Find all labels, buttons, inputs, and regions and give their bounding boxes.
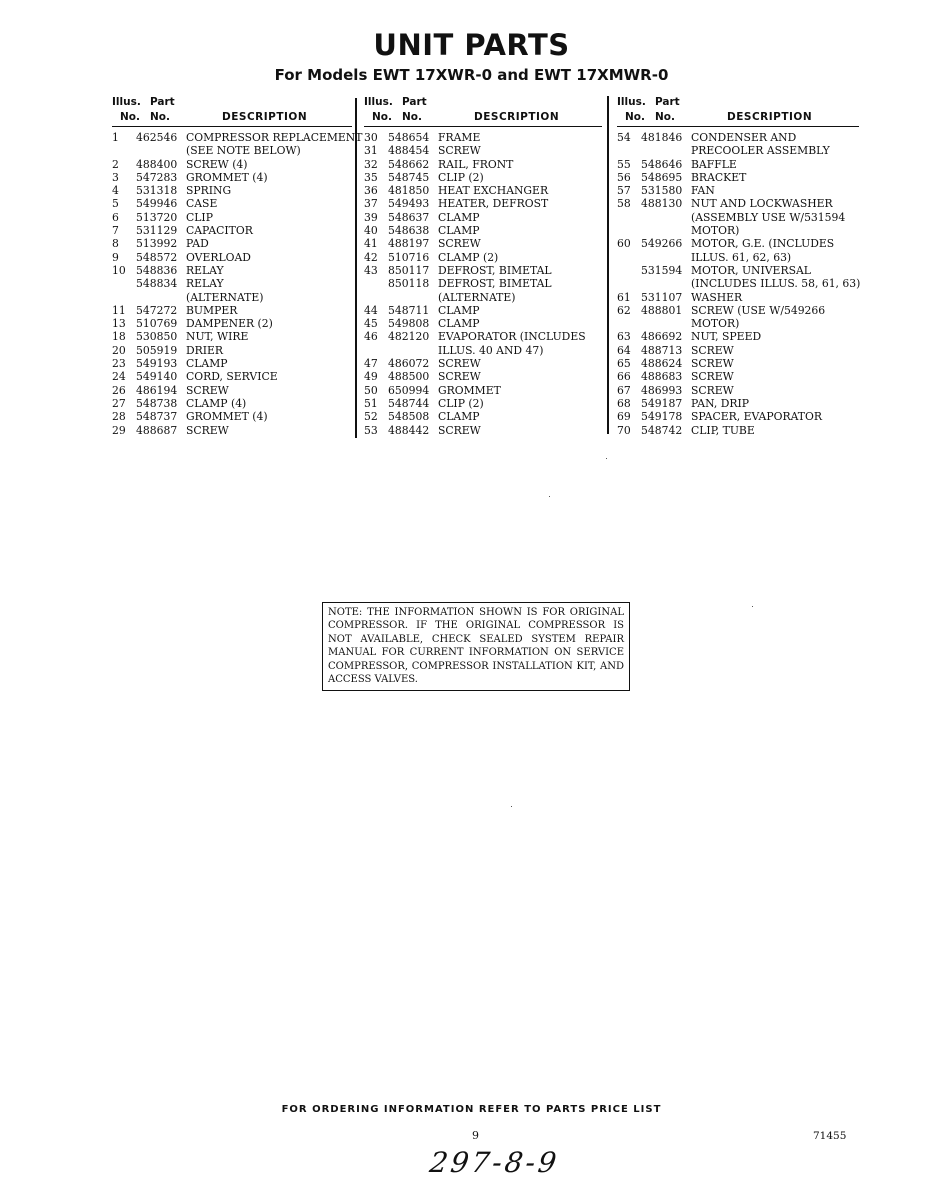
illus-number: 51	[364, 396, 378, 410]
part-description: MOTOR)	[691, 317, 740, 331]
illus-number: 18	[112, 330, 126, 344]
part-number: 488400	[136, 157, 178, 171]
scan-speck	[549, 496, 550, 497]
table-row	[617, 237, 859, 250]
part-number: 486072	[388, 357, 430, 371]
illus-number: 27	[112, 396, 126, 410]
part-no-header: No.	[655, 111, 675, 123]
illus-number: 20	[112, 343, 126, 357]
part-description: CLAMP	[438, 210, 480, 224]
table-row	[617, 144, 859, 157]
part-number: 488454	[388, 144, 430, 158]
part-description: SCREW	[186, 383, 229, 397]
part-number: 531129	[136, 224, 178, 238]
illus-number: 24	[112, 370, 126, 384]
part-number: 650994	[388, 383, 430, 397]
part-number: 488683	[641, 370, 683, 384]
part-number: 488801	[641, 303, 683, 317]
table-row	[364, 277, 602, 290]
models-subtitle: For Models EWT 17XWR-0 and EWT 17XMWR-0	[274, 66, 669, 84]
part-description: SCREW	[691, 370, 734, 384]
part-description: SCREW	[186, 423, 229, 437]
document-code: 71455	[813, 1130, 847, 1142]
illus-number: 23	[112, 357, 126, 371]
part-description: NUT AND LOCKWASHER	[691, 197, 833, 211]
table-row	[617, 211, 859, 224]
scan-speck	[752, 606, 753, 607]
part-description: GROMMET	[438, 383, 501, 397]
column-divider	[607, 96, 609, 434]
illus-number: 29	[112, 423, 126, 437]
part-description: NUT, WIRE	[186, 330, 249, 344]
table-row	[112, 211, 352, 224]
part-header: Part	[402, 96, 427, 108]
part-number: 549187	[641, 396, 683, 410]
part-number: 549808	[388, 317, 430, 331]
illus-number: 62	[617, 303, 631, 317]
part-description: CLIP (2)	[438, 396, 484, 410]
part-number: 549493	[388, 197, 430, 211]
table-row	[617, 424, 859, 437]
part-description: (ALTERNATE)	[186, 290, 264, 304]
table-row	[112, 304, 352, 317]
illus-number: 1	[112, 131, 119, 144]
table-row	[364, 357, 602, 370]
part-number: 482120	[388, 330, 430, 344]
table-row	[617, 171, 859, 184]
table-row	[617, 277, 859, 290]
part-no-header: No.	[402, 111, 422, 123]
part-number: 549140	[136, 370, 178, 384]
part-description: FAN	[691, 184, 715, 198]
part-description: (SEE NOTE BELOW)	[186, 144, 301, 158]
table-row	[364, 291, 602, 304]
illus-number: 70	[617, 423, 631, 437]
table-row	[364, 171, 602, 184]
scan-speck	[606, 458, 607, 459]
illus-number: 56	[617, 170, 631, 184]
table-row	[617, 224, 859, 237]
part-number: 549193	[136, 357, 178, 371]
illus-number: 64	[617, 343, 631, 357]
part-description: CLIP (2)	[438, 170, 484, 184]
illus-header: Illus.	[364, 96, 393, 108]
part-description: CONDENSER AND	[691, 131, 797, 144]
part-description: CLAMP	[438, 303, 480, 317]
part-number: 531107	[641, 290, 683, 304]
part-description: CLAMP	[438, 317, 480, 331]
part-description: EVAPORATOR (INCLUDES	[438, 330, 586, 344]
part-number: 488500	[388, 370, 430, 384]
table-row	[364, 317, 602, 330]
table-row	[112, 277, 352, 290]
illus-number: 31	[364, 144, 378, 158]
illus-number: 39	[364, 210, 378, 224]
table-row	[112, 224, 352, 237]
table-row	[112, 171, 352, 184]
part-number: 505919	[136, 343, 178, 357]
part-description: BAFFLE	[691, 157, 737, 171]
part-number: 548737	[136, 410, 178, 424]
part-description: WASHER	[691, 290, 743, 304]
part-description: SCREW	[438, 423, 481, 437]
illus-header: Illus.	[617, 96, 646, 108]
part-description: DEFROST, BIMETAL	[438, 263, 552, 277]
table-row	[617, 397, 859, 410]
table-row	[617, 184, 859, 197]
part-number: 481846	[641, 131, 683, 144]
table-row	[617, 264, 859, 277]
illus-number: 8	[112, 237, 119, 251]
part-number: 531318	[136, 184, 178, 198]
table-row	[364, 410, 602, 423]
table-row	[364, 330, 602, 343]
part-number: 548637	[388, 210, 430, 224]
part-description: PAN, DRIP	[691, 396, 750, 410]
table-row	[617, 330, 859, 343]
table-row	[364, 264, 602, 277]
table-row	[112, 410, 352, 423]
description-header: DESCRIPTION	[474, 111, 560, 123]
part-description: FRAME	[438, 131, 481, 144]
table-row	[617, 317, 859, 330]
part-header: Part	[150, 96, 175, 108]
part-number: 547283	[136, 170, 178, 184]
table-row	[364, 397, 602, 410]
part-description: COMPRESSOR REPLACEMENT	[186, 131, 363, 144]
part-number: 549266	[641, 237, 683, 251]
part-description: (INCLUDES ILLUS. 58, 61, 63)	[691, 277, 861, 291]
part-number: 548745	[388, 170, 430, 184]
illus-number: 52	[364, 410, 378, 424]
part-description: DRIER	[186, 343, 224, 357]
illus-number: 3	[112, 170, 119, 184]
part-description: MOTOR)	[691, 224, 740, 238]
part-number: 548744	[388, 396, 430, 410]
part-description: SCREW	[438, 357, 481, 371]
parts-column-2	[364, 94, 602, 437]
part-description: DAMPENER (2)	[186, 317, 273, 331]
part-description: CLAMP	[438, 410, 480, 424]
part-number: 486692	[641, 330, 683, 344]
part-description: SCREW	[438, 144, 481, 158]
illus-number: 40	[364, 224, 378, 238]
illus-number: 57	[617, 184, 631, 198]
part-description: PAD	[186, 237, 209, 251]
table-row	[617, 357, 859, 370]
column-header	[617, 94, 859, 127]
part-number: 548836	[136, 263, 178, 277]
part-number: 488442	[388, 423, 430, 437]
table-row	[112, 344, 352, 357]
illus-number: 42	[364, 250, 378, 264]
illus-header: Illus.	[112, 96, 141, 108]
part-description: PRECOOLER ASSEMBLY	[691, 144, 830, 158]
illus-number: 7	[112, 224, 119, 238]
part-number: 548646	[641, 157, 683, 171]
parts-rows	[112, 131, 363, 437]
illus-number: 68	[617, 396, 631, 410]
part-description: SCREW	[691, 343, 734, 357]
part-number: 486194	[136, 383, 178, 397]
table-row	[364, 237, 602, 250]
part-number: 488687	[136, 423, 178, 437]
illus-number: 30	[364, 131, 378, 144]
illus-number: 65	[617, 357, 631, 371]
part-description: CLAMP	[186, 357, 228, 371]
illus-number: 45	[364, 317, 378, 331]
table-row	[112, 144, 352, 157]
part-description: RELAY	[186, 277, 224, 291]
compressor-note: NOTE: THE INFORMATION SHOWN IS FOR ORIGINAL COMPRESSOR. IF THE ORIGINAL COMPRESSOR IS NOT AVAILABLE, CHECK SEALED SYSTEM REPAIR MANUAL FOR CURRENT INFORMATION ON SERVICE COMPRESSOR, COMPRESSOR INSTALLATION KIT, AND ACCESS VALVES.	[322, 602, 630, 691]
column-header	[364, 94, 602, 127]
part-description: CASE	[186, 197, 218, 211]
table-row	[112, 158, 352, 171]
table-row	[617, 291, 859, 304]
part-number: 549946	[136, 197, 178, 211]
table-row	[112, 264, 352, 277]
illus-number: 58	[617, 197, 631, 211]
illus-number: 13	[112, 317, 126, 331]
illus-number: 60	[617, 237, 631, 251]
part-description: CLAMP	[438, 224, 480, 238]
part-number: 488130	[641, 197, 683, 211]
illus-number: 43	[364, 263, 378, 277]
part-description: SCREW	[691, 357, 734, 371]
part-description: (ASSEMBLY USE W/531594	[691, 210, 846, 224]
table-row	[112, 237, 352, 250]
part-number: 513992	[136, 237, 178, 251]
part-number: 548695	[641, 170, 683, 184]
table-row	[112, 370, 352, 383]
table-row	[112, 317, 352, 330]
table-row	[112, 397, 352, 410]
table-row	[364, 211, 602, 224]
parts-column-3	[617, 94, 859, 437]
part-number: 549178	[641, 410, 683, 424]
scan-speck	[511, 806, 512, 807]
illus-number: 63	[617, 330, 631, 344]
illus-number: 2	[112, 157, 119, 171]
illus-number: 26	[112, 383, 126, 397]
handwritten-annotation: 297-8-9	[427, 1146, 562, 1179]
part-number: 510769	[136, 317, 178, 331]
part-number: 531594	[641, 263, 683, 277]
part-number: 488197	[388, 237, 430, 251]
illus-number: 53	[364, 423, 378, 437]
part-description: RELAY	[186, 263, 224, 277]
part-description: HEAT EXCHANGER	[438, 184, 549, 198]
table-row	[617, 410, 859, 423]
table-row	[364, 144, 602, 157]
table-row	[112, 424, 352, 437]
table-row	[364, 224, 602, 237]
table-row	[364, 424, 602, 437]
parts-rows	[617, 131, 859, 437]
part-number: 548834	[136, 277, 178, 291]
part-description: (ALTERNATE)	[438, 290, 516, 304]
table-row	[617, 131, 859, 144]
illus-no-header: No.	[625, 111, 645, 123]
part-number: 548742	[641, 423, 683, 437]
part-description: SCREW	[438, 370, 481, 384]
illus-number: 5	[112, 197, 119, 211]
illus-number: 6	[112, 210, 119, 224]
column-divider	[355, 98, 357, 438]
table-row	[112, 251, 352, 264]
part-description: SPACER, EVAPORATOR	[691, 410, 822, 424]
part-description: BRACKET	[691, 170, 747, 184]
table-row	[364, 304, 602, 317]
parts-column-1	[112, 94, 363, 437]
part-description: DEFROST, BIMETAL	[438, 277, 552, 291]
part-description: ILLUS. 61, 62, 63)	[691, 250, 792, 264]
illus-number: 35	[364, 170, 378, 184]
part-number: 548654	[388, 131, 430, 144]
part-description: SCREW	[691, 383, 734, 397]
parts-rows	[364, 131, 602, 437]
part-description: HEATER, DEFROST	[438, 197, 549, 211]
table-row	[364, 184, 602, 197]
illus-number: 36	[364, 184, 378, 198]
part-description: CORD, SERVICE	[186, 370, 278, 384]
illus-no-header: No.	[120, 111, 140, 123]
page-number: 9	[472, 1129, 479, 1142]
illus-number: 41	[364, 237, 378, 251]
table-row	[112, 197, 352, 210]
table-row	[617, 370, 859, 383]
part-description: SCREW (4)	[186, 157, 248, 171]
part-description: SPRING	[186, 184, 232, 198]
part-number: 462546	[136, 131, 178, 144]
illus-number: 9	[112, 250, 119, 264]
illus-number: 47	[364, 357, 378, 371]
part-number: 530850	[136, 330, 178, 344]
part-number: 486993	[641, 383, 683, 397]
part-description: MOTOR, G.E. (INCLUDES	[691, 237, 835, 251]
illus-number: 67	[617, 383, 631, 397]
part-description: SCREW (USE W/549266	[691, 303, 826, 317]
part-number: 548711	[388, 303, 430, 317]
part-number: 548638	[388, 224, 430, 238]
part-description: CAPACITOR	[186, 224, 253, 238]
column-header	[112, 94, 352, 127]
part-number: 548572	[136, 250, 178, 264]
part-number: 548662	[388, 157, 430, 171]
part-header: Part	[655, 96, 680, 108]
table-row	[617, 304, 859, 317]
table-row	[617, 251, 859, 264]
part-number: 850118	[388, 277, 430, 291]
part-description: CLIP, TUBE	[691, 423, 755, 437]
illus-number: 49	[364, 370, 378, 384]
table-row	[617, 158, 859, 171]
page-title: UNIT PARTS	[373, 28, 570, 62]
illus-number: 66	[617, 370, 631, 384]
table-row	[364, 131, 602, 144]
table-row	[112, 184, 352, 197]
part-number: 531580	[641, 184, 683, 198]
illus-number: 54	[617, 131, 631, 144]
part-number: 488624	[641, 357, 683, 371]
illus-number: 32	[364, 157, 378, 171]
part-number: 547272	[136, 303, 178, 317]
part-description: CLIP	[186, 210, 213, 224]
description-header: DESCRIPTION	[727, 111, 813, 123]
part-description: OVERLOAD	[186, 250, 251, 264]
illus-number: 37	[364, 197, 378, 211]
illus-number: 61	[617, 290, 631, 304]
illus-number: 28	[112, 410, 126, 424]
part-number: 548508	[388, 410, 430, 424]
description-header: DESCRIPTION	[222, 111, 308, 123]
illus-number: 50	[364, 383, 378, 397]
part-description: CLAMP (4)	[186, 396, 247, 410]
table-row	[364, 384, 602, 397]
part-description: BUMPER	[186, 303, 238, 317]
part-description: GROMMET (4)	[186, 410, 268, 424]
table-row	[112, 357, 352, 370]
ordering-info: FOR ORDERING INFORMATION REFER TO PARTS PRICE LIST	[281, 1104, 662, 1115]
part-description: RAIL, FRONT	[438, 157, 514, 171]
part-description: SCREW	[438, 237, 481, 251]
illus-number: 55	[617, 157, 631, 171]
table-row	[112, 291, 352, 304]
illus-number: 4	[112, 184, 119, 198]
part-number: 513720	[136, 210, 178, 224]
table-row	[364, 344, 602, 357]
illus-number: 11	[112, 303, 126, 317]
table-row	[364, 251, 602, 264]
table-row	[617, 344, 859, 357]
table-row	[617, 384, 859, 397]
part-description: NUT, SPEED	[691, 330, 762, 344]
part-number: 510716	[388, 250, 430, 264]
table-row	[112, 384, 352, 397]
illus-no-header: No.	[372, 111, 392, 123]
part-description: CLAMP (2)	[438, 250, 499, 264]
part-number: 850117	[388, 263, 430, 277]
table-row	[364, 158, 602, 171]
part-no-header: No.	[150, 111, 170, 123]
table-row	[112, 330, 352, 343]
illus-number: 69	[617, 410, 631, 424]
table-row	[364, 370, 602, 383]
part-number: 481850	[388, 184, 430, 198]
illus-number: 46	[364, 330, 378, 344]
part-number: 488713	[641, 343, 683, 357]
part-description: MOTOR, UNIVERSAL	[691, 263, 811, 277]
illus-number: 10	[112, 263, 126, 277]
illus-number: 44	[364, 303, 378, 317]
table-row	[112, 131, 363, 144]
part-description: ILLUS. 40 AND 47)	[438, 343, 544, 357]
table-row	[364, 197, 602, 210]
part-number: 548738	[136, 396, 178, 410]
table-row	[617, 197, 859, 210]
part-description: GROMMET (4)	[186, 170, 268, 184]
